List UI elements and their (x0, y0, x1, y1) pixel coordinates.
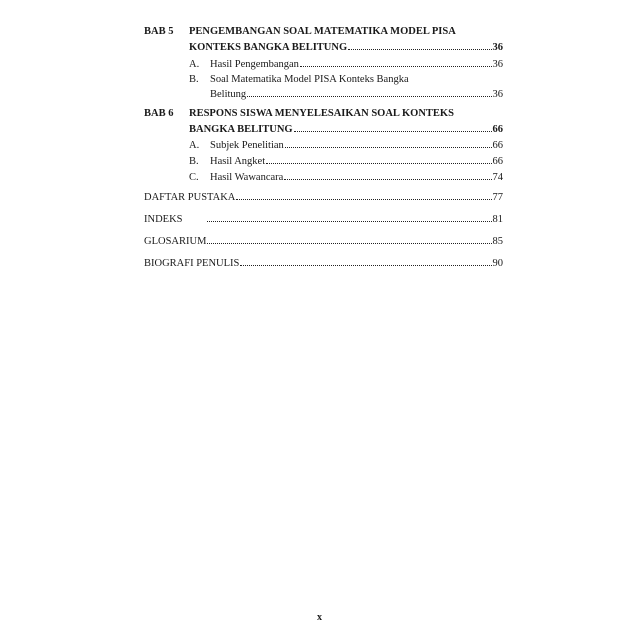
entry-text: INDEKS (144, 214, 183, 225)
toc-entry-biografi-penulis[interactable] (144, 258, 503, 269)
toc-entry-indeks[interactable] (144, 214, 503, 225)
chapter-label: BAB 5 (144, 26, 174, 37)
item-letter: A. (189, 59, 200, 70)
toc-entry-item[interactable] (210, 156, 503, 167)
page-ref: 77 (492, 192, 503, 203)
toc-entry-item[interactable] (210, 89, 503, 100)
chapter-label: BAB 6 (144, 108, 174, 119)
leader-dots (207, 242, 491, 244)
page-ref: 36 (492, 59, 503, 70)
item-text[interactable]: Soal Matematika Model PISA Konteks Bangka (210, 74, 409, 85)
page-ref: 66 (492, 140, 503, 151)
chapter-title: PENGEMBANGAN SOAL MATEMATIKA MODEL PISA (189, 26, 456, 37)
toc-entry-item[interactable] (210, 140, 503, 151)
leader-dots (207, 220, 492, 222)
leader-dots (236, 198, 491, 200)
item-text: Hasil Pengembangan (210, 59, 299, 70)
page-ref: 36 (492, 42, 503, 53)
page-ref: 85 (492, 236, 503, 247)
item-letter: C. (189, 172, 199, 183)
page-ref: 66 (492, 156, 503, 167)
chapter-title-line2: KONTEKS BANGKA BELITUNG (189, 42, 348, 53)
chapter-title: RESPONS SISWA MENYELESAIKAN SOAL KONTEKS (189, 108, 454, 119)
leader-dots (348, 48, 491, 50)
chapter-title-line2: BANGKA BELITUNG (189, 124, 293, 135)
toc-entry-chapter[interactable] (189, 124, 503, 135)
entry-text: GLOSARIUM (144, 236, 207, 247)
leader-dots (247, 95, 491, 97)
item-text: Hasil Angket (210, 156, 266, 167)
leader-dots (300, 65, 492, 67)
page-ref: 90 (492, 258, 503, 269)
page-ref: 81 (492, 214, 503, 225)
page-ref: 36 (492, 89, 503, 100)
page-ref: 66 (492, 124, 503, 135)
toc-entry-item[interactable] (210, 59, 503, 70)
item-text: Hasil Wawancara (210, 172, 284, 183)
leader-dots (266, 162, 491, 164)
item-letter: B. (189, 74, 199, 85)
leader-dots (240, 264, 491, 266)
entry-text: DAFTAR PUSTAKA (144, 192, 236, 203)
item-text-line2: Belitung (210, 89, 247, 100)
item-letter: B. (189, 156, 199, 167)
toc-entry-daftar-pustaka[interactable] (144, 192, 503, 203)
item-letter: A. (189, 140, 200, 151)
toc-entry-chapter[interactable] (189, 42, 503, 53)
toc-entry-item[interactable] (210, 172, 503, 183)
page-number: x (317, 612, 322, 623)
item-text: Subjek Penelitian (210, 140, 284, 151)
toc-entry-glosarium[interactable] (144, 236, 503, 247)
entry-text: BIOGRAFI PENULIS (144, 258, 240, 269)
leader-dots (284, 178, 491, 180)
page-ref: 74 (492, 172, 503, 183)
leader-dots (294, 130, 492, 132)
leader-dots (285, 146, 492, 148)
